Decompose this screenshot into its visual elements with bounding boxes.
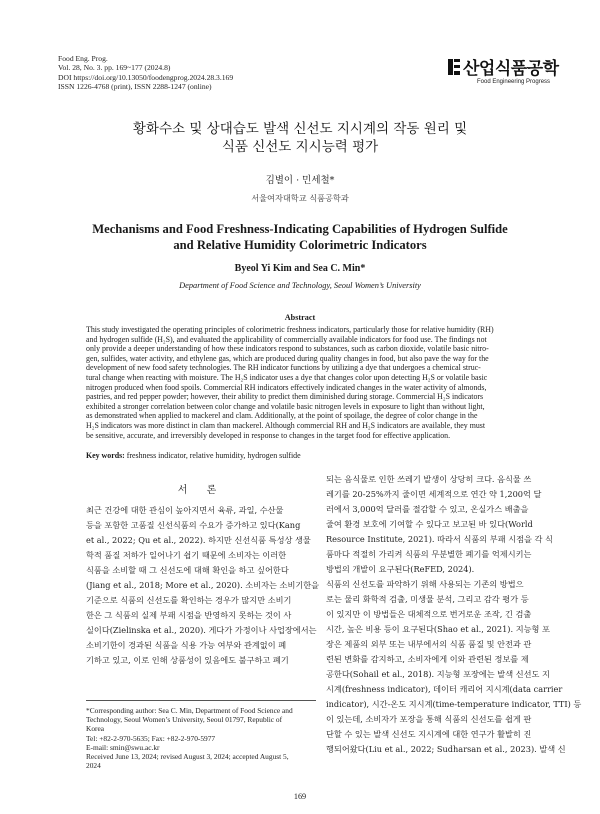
logo-mark-icon bbox=[447, 58, 461, 76]
body-line: 이 있지만 이 방법들은 대체적으로 번거로운 조작, 긴 검출 bbox=[326, 609, 532, 619]
body-line: 식품의 신선도를 파악하기 위해 사용되는 기존의 방법으 bbox=[326, 579, 524, 589]
abstract-line: This study investigated the operating principles of colorimetric freshness indicators, particularly those for relative humidity (RH) bbox=[86, 325, 494, 334]
body-line: 식품을 소비할 때 그 신선도에 대해 확인을 하고 싶어한다 bbox=[86, 565, 289, 575]
footnote-line: *Corresponding author: Sea C. Min, Department of Food Science and bbox=[86, 706, 293, 715]
section-heading: 서 론 bbox=[177, 485, 225, 496]
body-line: 되는 음식물로 인한 쓰레기 발생이 상당히 크다. 음식물 쓰 bbox=[326, 474, 532, 484]
body-line: 러에서 3,000억 달러를 절감할 수 있고, 온실가스 배출을 bbox=[326, 504, 529, 514]
page-number: 169 bbox=[293, 792, 307, 801]
footnote-line: Tel: +82-2-970-5635; Fax: +82-2-970-5977 bbox=[86, 733, 216, 743]
body-line: 소비기한이 경과된 식품을 식용 가능 여부와 관계없이 폐 bbox=[86, 640, 287, 650]
korean-authors: 김별이 · 민세철* bbox=[265, 175, 335, 186]
body-line: et al., 2022; Qu et al., 2022). 하지만 신선식품 특성상 생물 bbox=[86, 535, 311, 545]
body-line: indicator), 시간-온도 지시계(time-temperature indicator, TTI) 등 bbox=[326, 699, 582, 709]
body-line: 한은 그 식품의 실제 부패 시점을 반영하지 못하는 것이 사 bbox=[86, 610, 292, 620]
english-title bbox=[60, 221, 540, 253]
footnote-line: 2024 bbox=[86, 761, 101, 771]
keywords bbox=[86, 451, 516, 460]
abstract-line: nitrogen produced when food spoils. Commercial RH indicators effectively indicated changes in the water activity of almonds, bbox=[86, 382, 487, 392]
abstract-line: be sensitive, accurate, and irreversibly developed in response to changes in the target food for effective application. bbox=[86, 430, 451, 440]
korean-affiliation: 서울여자대학교 식품공학과 bbox=[251, 193, 349, 203]
body-line: 실이다(Zielinska et al., 2020). 게다가 가정이나 사업장에서는 bbox=[86, 625, 317, 635]
journal-volume: Vol. 28, No. 3. pp. 169~177 (2024.8) bbox=[58, 63, 171, 73]
abstract-line: as demonstrated when applied to mackerel and clam. Additionally, at the point of spoilage, the degree of color change in the bbox=[86, 411, 478, 421]
journal-name: Food Eng. Prog. bbox=[58, 54, 108, 63]
body-column-left bbox=[86, 503, 320, 668]
body-line: 단할 수 있는 발색 신선도 지시계에 대한 연구가 활발히 진 bbox=[326, 729, 532, 739]
body-line: 공한다(Sohail et al., 2018). 지능형 포장에는 발색 신선도 지 bbox=[326, 669, 550, 679]
footnote-line: Technology, Seoul Women’s University, Seoul 01797, Republic of bbox=[86, 715, 283, 725]
body-line: 등을 포함한 고품질 신선식품의 수요가 증가하고 있다(Kang bbox=[86, 520, 301, 530]
abstract-heading: Abstract bbox=[284, 313, 316, 322]
body-line: 행되어왔다(Liu et al., 2022; Sudharsan et al., 2023). 발색 신 bbox=[326, 744, 566, 754]
english-title-line: Mechanisms and Food Freshness-Indicating Capabilities of Hydrogen Sulfide bbox=[92, 222, 508, 236]
english-authors: Byeol Yi Kim and Sea C. Min* bbox=[234, 263, 366, 274]
journal-issn: ISSN 1226-4768 (print), ISSN 2288-1247 (online) bbox=[58, 82, 212, 92]
abstract-line: pastries, and red pepper powder; however, their ability to predict them diminished during storage. Commercial H₂S indicators bbox=[86, 392, 484, 402]
body-line: 기준으로 식품의 신선도를 확인하는 경우가 많지만 소비기 bbox=[86, 595, 292, 605]
english-title-line: and Relative Humidity Colorimetric Indicators bbox=[173, 238, 427, 252]
abstract-line: and hydrogen sulfide (H₂S), and evaluated the applicability of commercially available indicators for food use. The findings not bbox=[86, 334, 487, 344]
english-affiliation: Department of Food Science and Technology, Seoul Women’s University bbox=[179, 281, 421, 290]
body-line: 로는 물리 화학적 검출, 미생물 분석, 그리고 감각 평가 등 bbox=[326, 594, 529, 604]
body-line: 기하고 있고, 이로 인해 상품성이 있음에도 불구하고 폐기 bbox=[86, 655, 289, 665]
abstract-line: gen, sulfides, water activity, and ethylene gas, which are produced during quality changes in food, but also pave the way for the bbox=[86, 353, 489, 363]
footnote-line: Korea bbox=[86, 724, 105, 734]
abstract-line: only provide a deeper understanding of how these indicators respond to substances, such as carbon dioxide, volatile basic nitro- bbox=[86, 344, 489, 354]
abstract-line: H₂S indicators was more distinct in clam than mackerel. Although commercial RH and H₂S indicators are available, they must bbox=[86, 420, 486, 430]
korean-title bbox=[60, 120, 540, 156]
journal-info bbox=[58, 54, 233, 92]
body-line: 품마다 적절히 가리켜 식품의 무분별한 폐기를 억제시키는 bbox=[326, 549, 532, 559]
korean-title-line: 황화수소 및 상대습도 발색 신선도 지시계의 작동 원리 및 bbox=[132, 121, 468, 137]
journal-doi: DOI https://doi.org/10.13050/foodengprog.2024.28.3.169 bbox=[58, 72, 234, 82]
footnote-line: Received June 13, 2024; revised August 3, 2024; accepted August 5, bbox=[86, 752, 289, 762]
body-line: 시간, 높은 비용 등이 요구된다(Shao et al., 2021). 지능형 포 bbox=[326, 624, 550, 634]
body-line: 방법의 개발이 요구된다(ReFED, 2024). bbox=[326, 564, 475, 574]
body-line: 학적 품질 저하가 일어나기 쉽기 때문에 소비자는 이러한 bbox=[86, 550, 287, 560]
footnote bbox=[86, 706, 318, 770]
body-line: 시계(freshness indicator), 데이터 캐리어 지시계(data carrier bbox=[326, 684, 563, 694]
abstract-line: tural change when reacting with moisture. The H₂S indicator uses a dye that changes color upon detecting H₂S or volatile basic bbox=[86, 372, 488, 382]
body-line: 최근 건강에 대한 관심이 높아지면서 육류, 과일, 수산물 bbox=[86, 505, 284, 515]
body-line: (Jiang et al., 2018; More et al., 2020). 소비자는 소비기한을 bbox=[86, 580, 320, 590]
body-line: 이 있는데, 소비자가 포장을 통해 식품의 신선도를 쉽게 판 bbox=[326, 714, 532, 724]
keywords-label: Key words: bbox=[86, 451, 125, 460]
footnote-divider bbox=[86, 700, 316, 701]
abstract-line: development of new food safety technologies. The RH indicator functions by utilizing a dye that undergoes a chemical struc- bbox=[86, 363, 481, 373]
body-line: 레기를 20-25%까지 줄이면 세계적으로 연간 약 1,200억 달 bbox=[326, 489, 542, 499]
logo-subtitle: Food Engineering Progress bbox=[477, 79, 551, 85]
body-line: 장은 제품의 외부 또는 내부에서의 식품 품질 및 안전과 관 bbox=[326, 639, 532, 649]
body-line: 줄여 환경 보호에 기여할 수 있다고 보고된 바 있다(World bbox=[326, 519, 533, 529]
footnote-line: E-mail: smin@swu.ac.kr bbox=[86, 742, 160, 752]
korean-title-line: 식품 신선도 지시능력 평가 bbox=[221, 139, 379, 155]
body-column-right bbox=[326, 472, 582, 757]
logo-text: 산업식품공학 bbox=[463, 59, 559, 79]
body-line: Resource Institute, 2021). 따라서 식품의 부패 시점을 각 식 bbox=[326, 534, 553, 544]
journal-logo bbox=[447, 54, 559, 94]
abstract-body bbox=[86, 325, 516, 440]
body-line: 련된 변화를 감지하고, 소비자에게 이와 관련된 정보를 제 bbox=[326, 654, 529, 664]
abstract-line: exhibited a stronger correlation between color change and volatile basic nitrogen levels in exposure to light than without light, bbox=[86, 401, 485, 411]
keywords-text: freshness indicator, relative humidity, hydrogen sulfide bbox=[126, 451, 301, 460]
